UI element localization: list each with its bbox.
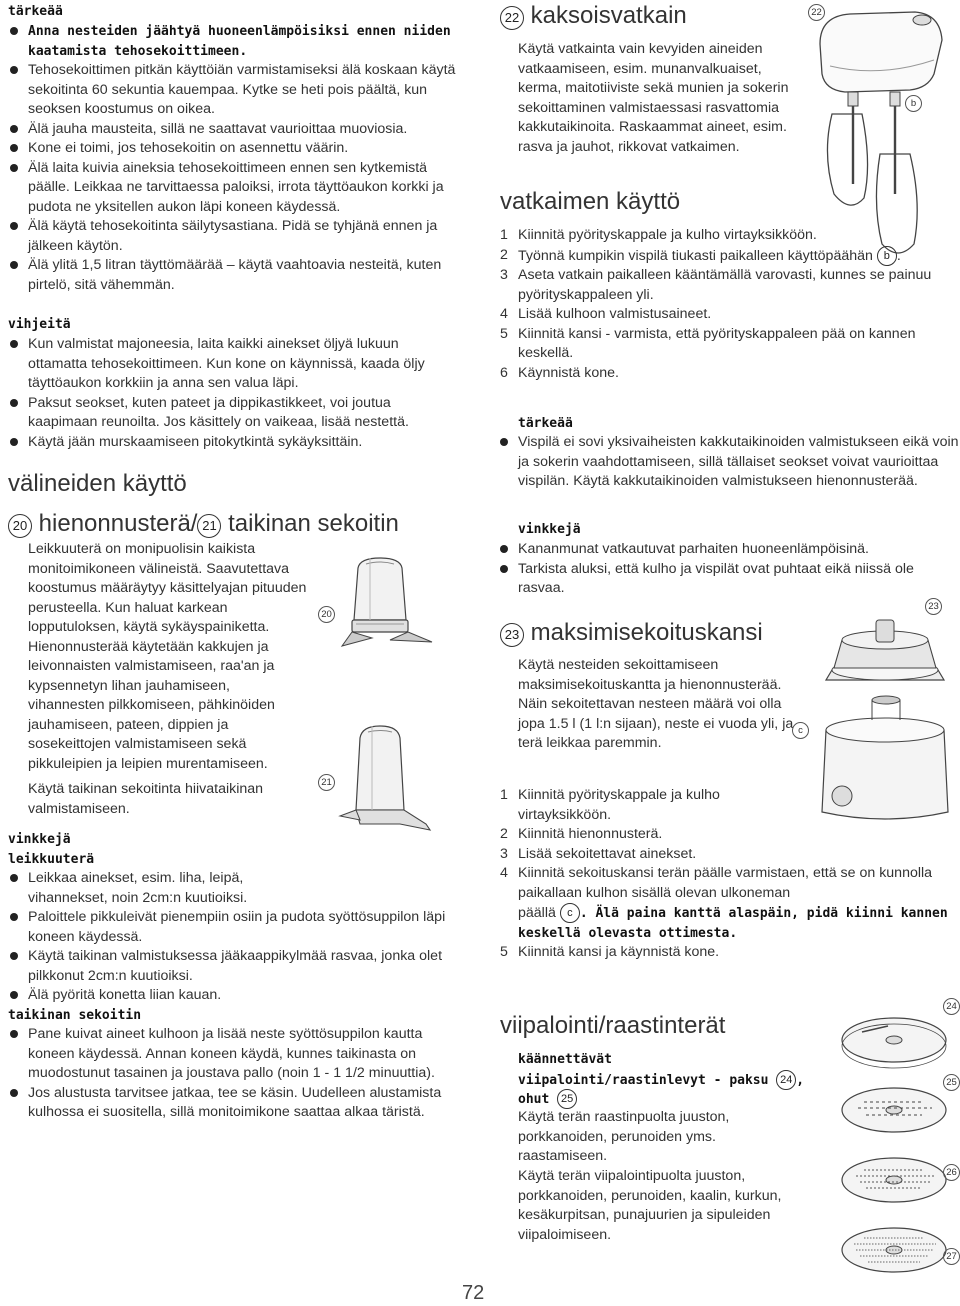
number-badge: 20 xyxy=(8,514,32,538)
fine-grating-disc-illustration xyxy=(842,1222,952,1282)
important-heading: tärkeää xyxy=(8,4,63,19)
list-item: Älä käytä tehosekoitinta säilytysastiana. Pidä se tyhjänä ennen ja jälkeen käytön. xyxy=(8,217,463,256)
important-list xyxy=(498,433,960,492)
list-item: Älä ylitä 1,5 litran täyttömäärää – käytä vaahtoavia nesteitä, kuten pirtelö, sitä vähemmän. xyxy=(8,256,463,295)
step-text: Kiinnitä hienonnusterä. xyxy=(518,826,663,842)
heading-text: ohut xyxy=(518,1092,550,1107)
step-text: Aseta vatkain paikalleen kääntämällä varovasti, kunnes se painuu pyörityskappaleen yli. xyxy=(518,267,932,303)
reference-badge: c xyxy=(560,903,580,923)
list-item: Leikkaa ainekset, esim. liha, leipä, vihannekset, noin 2cm:n kuutioiksi. xyxy=(8,869,278,908)
blade-list xyxy=(8,869,463,1006)
list-item: Käytä taikinan valmistuksessa jääkaappikylmää rasvaa, jonka olet pilkkonut 2cm:n kuutioiksi. xyxy=(8,947,463,986)
step-text: Kiinnitä kansi ja käynnistä kone. xyxy=(518,944,720,960)
step-text: Kiinnitä pyörityskappale ja kulho virtayksikköön. xyxy=(518,787,720,823)
step-item: 1 Kiinnitä pyörityskappale ja kulho virtayksikköön. xyxy=(500,227,817,243)
figure-label: 21 xyxy=(318,774,335,791)
figure-label: 25 xyxy=(943,1074,960,1091)
chopping-blade-illustration xyxy=(330,550,450,680)
list-item: Älä jauha mausteita, sillä ne saattavat vaurioittaa muoviosia. xyxy=(8,120,463,140)
paragraph: Käytä terän viipalointipuolta juuston, porkkanoiden, perunoiden, kaalin, kurkun, kesäkurpitsan, punajuurien ja sipuleiden viipaloimiseen. xyxy=(518,1168,782,1243)
list-item: Paloittele pikkuleivät pienempiin osiin ja pudota syöttösuppilon läpi koneen käydessä. xyxy=(8,908,463,947)
section-title: viipalointi/raastinterät xyxy=(500,1012,726,1039)
paragraph: Käytä nesteiden sekoittamiseen maksimisekoituskantta ja hienonnusterää. Näin sekoitettavan nesteen määrä voi olla jopa 1.5 l (1 l:n sijaan), neste ei vuoda yli, ja terä leikkaa paremmin. xyxy=(518,657,794,751)
grating-disc-illustration xyxy=(842,1152,952,1212)
step-text: Lisää kulhoon valmistusaineet. xyxy=(518,306,712,322)
step-item: 5 Kiinnitä kansi ja käynnistä kone. xyxy=(500,944,720,960)
section-title: välineiden käyttö xyxy=(8,470,187,497)
discs-heading xyxy=(518,1070,804,1091)
step-text: Käynnistä kone. xyxy=(518,364,619,381)
figure-label: 23 xyxy=(925,598,942,615)
discs-heading xyxy=(518,1089,577,1110)
step-item: 5 Kiinnitä kansi - varmista, että pyörityskappaleen pää on kannen keskellä. xyxy=(500,325,916,361)
list-item: Kone ei toimi, jos tehosekoitin on asennettu väärin. xyxy=(8,139,463,159)
list-item: Kun valmistat majoneesia, laita kaikki ainekset öljyä lukuun ottamatta tehosekoittimeen. Kun kone on käynnissä, kaada öljy täyttöaukon korkkiin ja anna sen valua läpi. xyxy=(8,335,458,394)
subsection-title xyxy=(500,2,687,30)
steps-list xyxy=(498,226,960,383)
step-text: päällä xyxy=(518,905,556,921)
important-bold-item: Anna nesteiden jäähtyä huoneenlämpöisiksi ennen niiden kaatamista tehosekoittimeen. xyxy=(8,22,463,61)
figure-label: 20 xyxy=(318,606,335,623)
list-item: Älä laita kuivia aineksia tehosekoittimeen ennen sen kytkemistä päälle. Leikkaa ne tarvittaessa paloiksi, irrota täyttöaukon korkki ja pudota ne yksitellen aukon läpi koneen käydessä. xyxy=(8,159,463,218)
paragraph: Käytä vatkainta vain kevyiden aineiden vatkaamiseen, esim. munanvalkuaiset, kerma, maitotiiviste sekä munien ja sokerin sekoittaminen valmistaessasi rasvattomia kakkutaikinoita. Raskaammat aineet, esim. rasva ja jauhot, rikkovat vatkaimen. xyxy=(518,41,789,155)
number-badge: 25 xyxy=(557,1089,577,1109)
title-text: maksimisekoituskansi xyxy=(530,619,763,646)
paragraph: Leikkuuterä on monipuolisin kaikista monitoimikoneen välineistä. Saavutettava koostumus määräytyy käsittelyajan pituuden perusteella. Kun haluat karkean lopputuloksen, käytä sykäyspainiketta. Hienonnusterää käytetään kakkujen ja leivonnaisten valmistamiseen, raa'an ja kypsennetyn lihan jauhamiseen, vihannesten pilkkomiseen, pähkinöiden jauhamiseen, pateen, dippien ja sosekeittojen valmistamiseen sekä pikkuleipien ja leipien murentamiseen. xyxy=(28,541,307,772)
section-title: vatkaimen käyttö xyxy=(500,188,681,215)
subsection-title xyxy=(8,510,399,538)
list-item: Paksut seokset, kuten pateet ja dippikastikkeet, voi joutua kaapimaan reunoilta. Jos käsittely on vaikeaa, lisää nestettä. xyxy=(8,394,458,433)
list-item: Jos alustusta tarvitsee jatkaa, tee se käsin. Uudelleen alustamista kulhossa ei suositella, sillä monitoimikone saattaa alkaa täristä. xyxy=(8,1084,463,1123)
tips-heading: vihjeitä xyxy=(8,317,71,332)
figure-label: 27 xyxy=(943,1248,960,1265)
list-item: Kananmunat vatkautuvat parhaiten huoneenlämpöisinä. xyxy=(498,540,960,560)
dough-tool-illustration xyxy=(330,720,450,860)
step-item: 1 Kiinnitä pyörityskappale ja kulho virtayksikköön. xyxy=(500,787,720,823)
important-heading: tärkeää xyxy=(518,416,573,431)
page-number: 72 xyxy=(462,1282,485,1304)
step-item: 4 Lisää kulhoon valmistusaineet. xyxy=(500,306,712,322)
important-list xyxy=(8,22,463,295)
step-text: Lisää sekoitettavat ainekset. xyxy=(518,845,697,862)
paragraph: Käytä terän raastinpuolta juuston, porkkanoiden, perunoiden yms. raastamiseen. xyxy=(518,1109,730,1164)
step-text: Kiinnitä pyörityskappale ja kulho virtayksikköön. xyxy=(518,227,817,243)
number-badge: 21 xyxy=(197,514,221,538)
step-item: 3 Aseta vatkain paikalleen kääntämällä varovasti, kunnes se painuu pyörityskappaleen yli. xyxy=(500,267,932,303)
step-text: Kiinnitä sekoituskansi terän päälle varmistaen, että se on kunnolla paikallaan kulhon sisällä olevan ulkoneman xyxy=(518,865,933,901)
step-item: 6 Käynnistä kone. xyxy=(500,364,619,381)
step-item: 3 Lisää sekoitettavat ainekset. xyxy=(500,845,697,862)
step-text: Kiinnitä kansi - varmista, että pyörityskappaleen pää on kannen keskellä. xyxy=(518,325,916,361)
number-badge: 23 xyxy=(500,623,524,647)
tips-list xyxy=(8,335,458,452)
hints-list xyxy=(498,540,960,599)
figure-label: 26 xyxy=(943,1164,960,1181)
number-badge: 22 xyxy=(500,6,524,30)
hints-heading: vinkkejä xyxy=(8,832,71,847)
title-part: taikinan sekoitin xyxy=(228,510,399,537)
figure-label: c xyxy=(792,722,809,739)
step-text-end: . xyxy=(896,247,901,264)
twin-beater-illustration xyxy=(810,4,960,264)
thin-disc-illustration xyxy=(842,1082,952,1142)
figure-label: b xyxy=(905,95,922,112)
steps-list xyxy=(498,786,960,963)
number-badge: 24 xyxy=(776,1070,796,1090)
paragraph: Käytä taikinan sekoitinta hiivataikinan valmistamiseen. xyxy=(28,781,264,817)
dough-list xyxy=(8,1025,463,1123)
figure-label: 24 xyxy=(943,998,960,1015)
title-part: hienonnusterä/ xyxy=(38,510,198,537)
list-item: Käytä jään murskaamiseen pitokytkintä sykäyksittäin. xyxy=(8,433,458,453)
list-item: Älä pyöritä konetta liian kauan. xyxy=(8,986,463,1006)
step-item: 2 Kiinnitä hienonnusterä. xyxy=(500,826,663,842)
figure-label: 22 xyxy=(808,4,825,21)
reference-badge: b xyxy=(877,246,897,266)
step-text: Työnnä kumpikin vispilä tiukasti paikalleen käyttöpäähän xyxy=(518,247,873,264)
discs-heading: käännettävät xyxy=(518,1052,612,1067)
list-item: Tehosekoittimen pitkän käyttöiän varmistamiseksi älä koskaan käytä sekoitinta 60 sekuntia kauempaa. Kytke se heti pois päältä, kun seoksen koostumus on oikea. xyxy=(8,61,463,120)
list-item: Vispilä ei sovi yksivaiheisten kakkutaikinoiden valmistukseen eikä voin ja sokerin vaahdottamiseen, sillä tällaiset seokset voivat vaurioittaa vispilän. Käytä kakkutaikinoiden valmistukseen hienonnusterää. xyxy=(498,433,960,492)
step-item: 2 Työnnä kumpikin vispilä tiukasti paikalleen käyttöpäähän b . xyxy=(500,246,901,264)
thick-disc-illustration xyxy=(842,1012,952,1072)
blade-heading: leikkuuterä xyxy=(8,852,95,867)
heading-text: viipalointi/raastinlevyt - paksu xyxy=(518,1073,769,1088)
warning-text: . Älä paina kanttä alaspäin, pidä kiinni kannen keskellä olevasta ottimesta. xyxy=(518,906,948,941)
step-item: 4 Kiinnitä sekoituskansi terän päälle varmistaen, että se on kunnolla paikallaan kulhon sisällä olevan ulkoneman päällä c . Älä paina kanttä alaspäin, pidä kiinni kannen keskellä olevasta ottimesta. xyxy=(500,865,948,941)
title-text: kaksoisvatkain xyxy=(530,2,687,29)
list-item: Pane kuivat aineet kulhoon ja lisää neste syöttösuppilon kautta koneen käydessä. Annan koneen käydä, kunnes taikinasta on muodostunut tasainen ja joustava pallo (noin 1 - 1 1/2 minuuttia). xyxy=(8,1025,463,1084)
dough-heading: taikinan sekoitin xyxy=(8,1008,142,1023)
heading-text: , xyxy=(796,1073,805,1088)
hints-heading: vinkkejä xyxy=(518,522,581,537)
subsection-title xyxy=(500,619,763,647)
list-item: Tarkista aluksi, että kulho ja vispilät ovat puhtaat eikä niissä ole rasvaa. xyxy=(498,560,960,599)
